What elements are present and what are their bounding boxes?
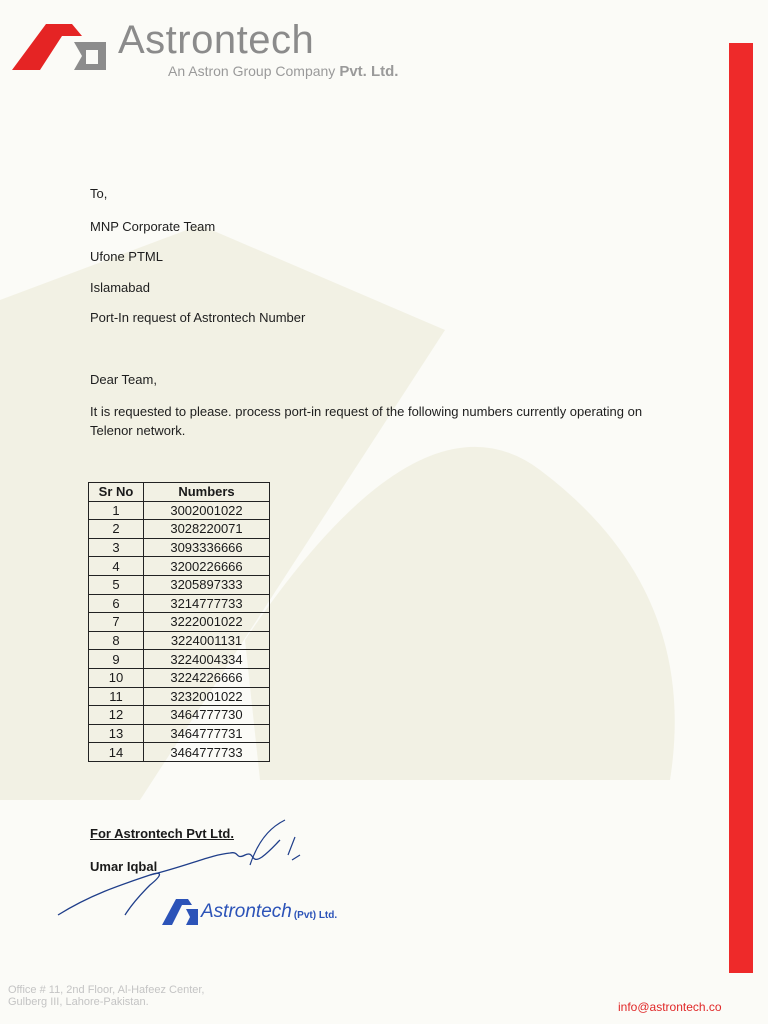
cell-number: 3205897333 xyxy=(144,575,270,594)
cell-sr-no: 12 xyxy=(89,706,144,725)
brand-name: Astrontech xyxy=(118,18,315,62)
recipient-city: Islamabad xyxy=(90,280,150,295)
table-row xyxy=(89,501,270,520)
to-line: To, xyxy=(90,186,108,201)
recipient-org: Ufone PTML xyxy=(90,249,163,264)
cell-sr-no: 5 xyxy=(89,575,144,594)
table-row xyxy=(89,706,270,725)
signatory-name: Umar Iqbal xyxy=(90,859,158,874)
numbers-table xyxy=(88,482,270,762)
cell-sr-no: 11 xyxy=(89,687,144,706)
table-row xyxy=(89,631,270,650)
astrontech-logo-icon xyxy=(10,20,110,74)
recipient-team: MNP Corporate Team xyxy=(90,219,216,234)
cell-number: 3222001022 xyxy=(144,613,270,632)
table-row xyxy=(89,575,270,594)
address-line-2: Gulberg III, Lahore-Pakistan. xyxy=(8,996,149,1008)
table-row xyxy=(89,743,270,762)
table-row xyxy=(89,538,270,557)
cell-number: 3200226666 xyxy=(144,557,270,576)
office-address xyxy=(8,984,204,1008)
company-stamp xyxy=(160,897,337,927)
tagline-text: An Astron Group Company xyxy=(168,63,336,79)
contact-email: info@astrontech.co xyxy=(618,1000,722,1014)
cell-number: 3093336666 xyxy=(144,538,270,557)
table-row xyxy=(89,687,270,706)
brand-tagline xyxy=(168,63,398,80)
stamp-suffix: (Pvt) Ltd. xyxy=(293,909,338,921)
table-header-row xyxy=(89,483,270,502)
subject-line: Port-In request of Astrontech Number xyxy=(90,310,306,325)
cell-number: 3214777733 xyxy=(144,594,270,613)
cell-sr-no: 7 xyxy=(89,613,144,632)
cell-sr-no: 2 xyxy=(89,520,144,539)
salutation: Dear Team, xyxy=(90,372,157,387)
red-side-bar xyxy=(729,43,753,973)
cell-number: 3224001131 xyxy=(144,631,270,650)
body-paragraph: It is requested to please. process port-in request of the following numbers currently operating on Telenor network. xyxy=(90,404,643,438)
header-sr-no: Sr No xyxy=(89,483,144,502)
table-row xyxy=(89,557,270,576)
table-row xyxy=(89,520,270,539)
cell-sr-no: 13 xyxy=(89,724,144,743)
cell-number: 3464777733 xyxy=(144,743,270,762)
table-row xyxy=(89,650,270,669)
stamp-brand: Astrontech xyxy=(201,901,292,922)
cell-sr-no: 3 xyxy=(89,538,144,557)
table-row xyxy=(89,613,270,632)
cell-number: 3464777731 xyxy=(144,724,270,743)
cell-sr-no: 6 xyxy=(89,594,144,613)
cell-number: 3002001022 xyxy=(144,501,270,520)
table-row xyxy=(89,594,270,613)
cell-sr-no: 1 xyxy=(89,501,144,520)
cell-sr-no: 8 xyxy=(89,631,144,650)
header-numbers: Numbers xyxy=(144,483,270,502)
cell-number: 3232001022 xyxy=(144,687,270,706)
for-company-line: For Astrontech Pvt Ltd. xyxy=(90,826,234,841)
cell-number: 3224226666 xyxy=(144,668,270,687)
cell-number: 3224004334 xyxy=(144,650,270,669)
cell-sr-no: 9 xyxy=(89,650,144,669)
address-line-1: Office # 11, 2nd Floor, Al-Hafeez Center, xyxy=(8,984,205,996)
tagline-suffix: Pvt. Ltd. xyxy=(339,63,399,80)
cell-sr-no: 4 xyxy=(89,557,144,576)
cell-sr-no: 10 xyxy=(89,668,144,687)
cell-number: 3028220071 xyxy=(144,520,270,539)
table-row xyxy=(89,724,270,743)
stamp-logo-icon xyxy=(160,897,200,927)
cell-sr-no: 14 xyxy=(89,743,144,762)
table-row xyxy=(89,668,270,687)
cell-number: 3464777730 xyxy=(144,706,270,725)
